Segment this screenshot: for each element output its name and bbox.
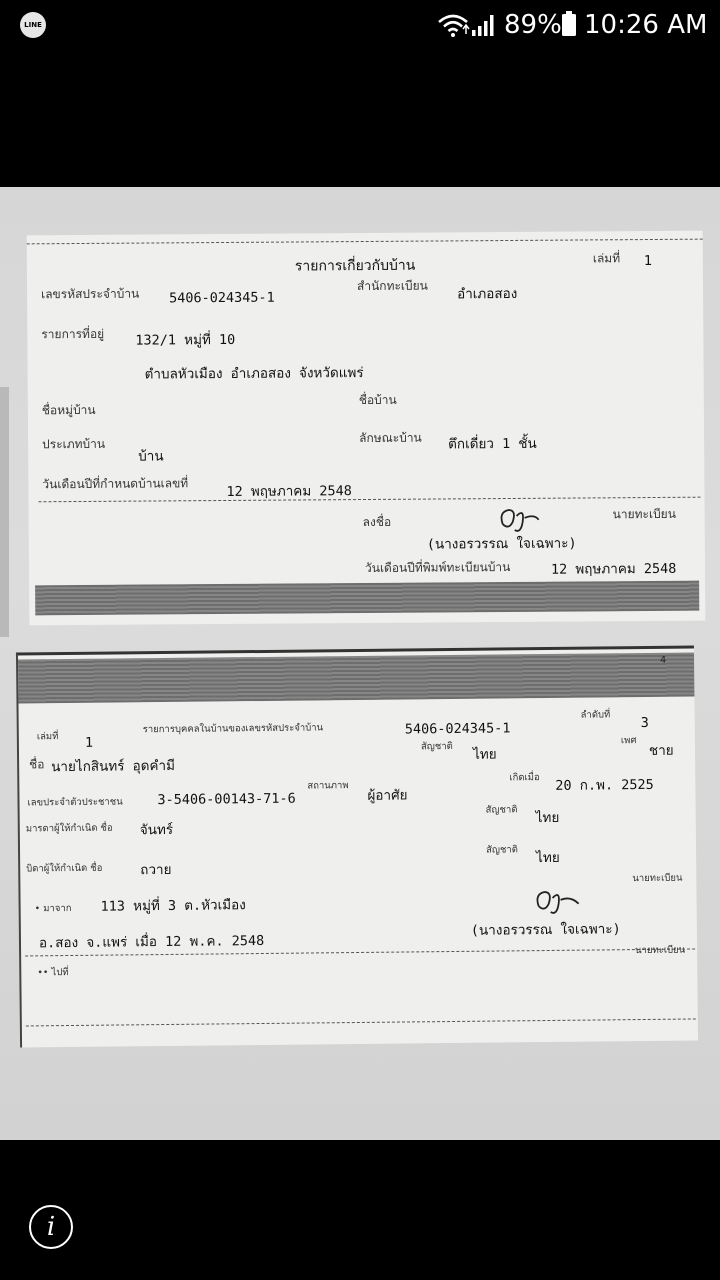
divider (39, 497, 701, 503)
moved-from: 113 หมู่ที่ 3 ต.หัวเมือง (100, 897, 246, 915)
mother-nationality-label: สัญชาติ (485, 804, 518, 816)
village-name-label: ชื่อหมู่บ้าน (41, 402, 96, 418)
moved-from-label: • มาจาก (34, 902, 72, 915)
registry-office-label: สำนักทะเบียน (356, 278, 428, 294)
mother-nationality: ไทย (535, 809, 560, 827)
father-name: ถวาย (140, 861, 172, 879)
status-label: สถานภาพ (307, 780, 349, 792)
id-label: เลขประจำตัวประชาชน (27, 796, 123, 809)
house-type: บ้าน (138, 448, 164, 465)
nationality-label: สัญชาติ (420, 740, 453, 753)
registrar-name: (นางอรวรรณ ใจเฉพาะ) (426, 535, 577, 553)
battery-percentage: 89% (504, 10, 562, 40)
mother-name: จันทร์ (139, 821, 174, 839)
address-line2: ตำบลหัวเมือง อำเภอสอง จังหวัดแพร่ (144, 365, 364, 383)
nationality: ไทย (472, 746, 497, 763)
moved-to-label: •• ไปที่ (37, 967, 69, 979)
father-label: บิดาผู้ให้กำเนิด ชื่อ (26, 862, 103, 875)
book-no-label: เล่มที่ (592, 251, 621, 266)
house-type-label: ประเภทบ้าน (42, 436, 106, 452)
registrar-name: (นางอรวรรณ ใจเฉพาะ) (470, 921, 621, 939)
sex: ชาย (648, 742, 674, 759)
name-label: ชื่อ (29, 757, 45, 772)
date-assigned: 12 พฤษภาคม 2548 (226, 483, 352, 500)
info-button[interactable] (29, 1205, 73, 1249)
address-label: รายการที่อยู่ (41, 326, 105, 342)
born-label: เกิดเมื่อ (509, 772, 540, 784)
date-assigned-label: วันเดือนปีที่กำหนดบ้านเลขที่ (42, 476, 189, 492)
registrar-label: นายทะเบียน (632, 872, 683, 885)
print-date: 12 พฤษภาคม 2548 (550, 560, 677, 578)
signal-icon (470, 14, 496, 36)
line-app-icon: LINE (20, 12, 46, 38)
house-style-label: ลักษณะบ้าน (359, 430, 422, 446)
registrar-label: นายทะเบียน (612, 506, 676, 522)
signed-label: ลงชื่อ (362, 514, 392, 530)
registrar-label-2: นายทะเบียน (635, 944, 686, 957)
clock: 10:26 AM (584, 10, 708, 40)
signature-image (532, 886, 588, 921)
seq-number: 3 (640, 714, 649, 732)
house-name-label: ชื่อบ้าน (358, 392, 397, 408)
sex-label: เพศ (620, 735, 637, 747)
info-icon: i (46, 1212, 56, 1242)
book-no: 1 (84, 734, 94, 751)
moved-from-line2: อ.สอง จ.แพร่ เมื่อ 12 พ.ค. 2548 (38, 932, 265, 952)
header-band (18, 652, 694, 703)
father-nationality-label: สัญชาติ (485, 844, 518, 856)
record-title: รายการบุคคลในบ้านของเลขรหัสประจำบ้าน (142, 722, 324, 736)
print-date-label: วันเดือนปีที่พิมพ์ทะเบียนบ้าน (364, 559, 511, 576)
house-code: 5406-024345-1 (169, 289, 275, 307)
photo-view[interactable] (0, 187, 720, 1140)
house-code-label: เลขรหัสประจำบ้าน (41, 286, 140, 302)
book-no-label: เล่มที่ (36, 731, 59, 743)
seq-label: ลำดับที่ (580, 709, 611, 721)
person-record-document (16, 645, 698, 1047)
person-name: นายไกสินทร์ อุดคำมี (51, 757, 176, 776)
birth-date: 20 ก.พ. 2525 (555, 776, 654, 794)
document-title: รายการเกี่ยวกับบ้าน (294, 257, 416, 275)
battery-icon (562, 11, 576, 36)
house-style: ตึกเดี่ยว 1 ชั้น (448, 435, 537, 453)
id-number: 3-5406-00143-71-6 (157, 790, 296, 809)
address-line1: 132/1 หมู่ที่ 10 (135, 331, 236, 349)
divider (26, 1018, 696, 1026)
page-number: 4 (660, 654, 667, 666)
house-details-document (27, 231, 706, 626)
father-nationality: ไทย (536, 849, 560, 867)
mother-label: มารดาผู้ให้กำเนิด ชื่อ (25, 822, 113, 835)
house-code: 5406-024345-1 (404, 720, 511, 738)
status-bar (0, 0, 720, 52)
registry-office: อำเภอสอง (457, 285, 518, 303)
scan-noise (35, 581, 699, 616)
book-no: 1 (643, 252, 653, 270)
photo-edge (0, 387, 9, 637)
divider (27, 239, 703, 245)
resident-status: ผู้อาศัย (367, 787, 408, 804)
wifi-icon (436, 12, 470, 38)
